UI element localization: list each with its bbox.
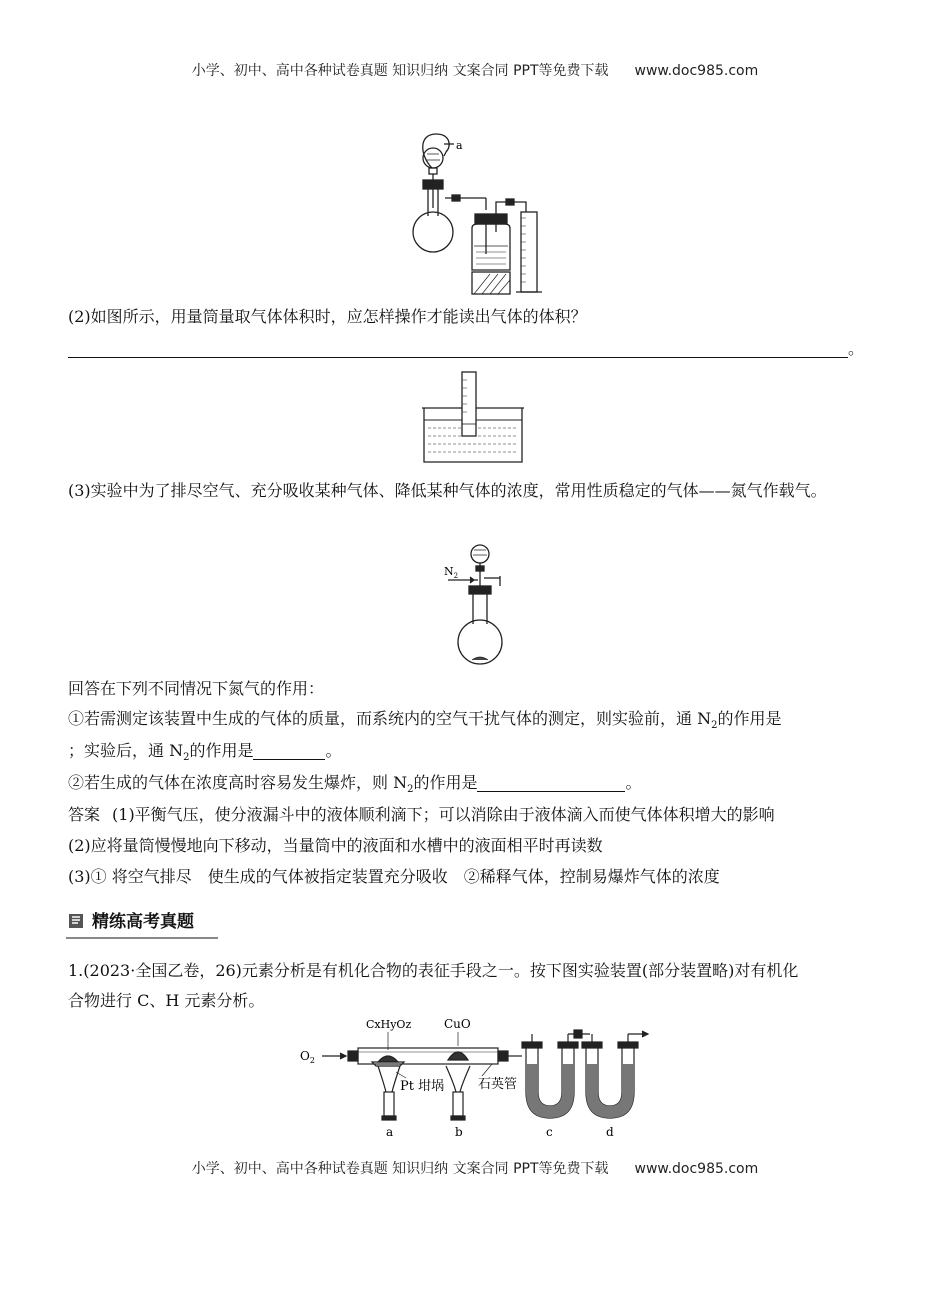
problem-1-line-1 [68, 956, 883, 986]
header-text: 小学、初中、高中各种试卷真题 知识归纳 文案合同 PPT等免费下载 [191, 63, 609, 79]
answer-line-3 [68, 862, 883, 892]
item-1-sub: 2 [711, 720, 718, 732]
footer-text: 小学、初中、高中各种试卷真题 知识归纳 文案合同 PPT等免费下载 [191, 1161, 609, 1177]
apparatus-figure-1 [400, 128, 560, 296]
answer-1: (1)平衡气压，使分液漏斗中的液体顺利滴下；可以消除由于液体滴入而使气体体积增大的影响 [112, 805, 775, 824]
label-b: b [455, 1125, 463, 1139]
item-1-blank[interactable] [253, 741, 325, 760]
answer-blank[interactable] [68, 339, 848, 358]
header-url[interactable]: www.doc985.com [634, 63, 759, 79]
answer-2: (2)应将量筒慢慢地向下移动，当量筒中的液面和水槽中的液面相平时再读数 [68, 836, 603, 855]
label-a: a [456, 139, 463, 152]
question-2-text: (2)如图所示，用量筒量取气体体积时，应怎样操作才能读出气体的体积？ [68, 307, 587, 326]
section-heading [66, 905, 218, 939]
apparatus-figure-3 [440, 542, 530, 668]
section-title: 精练高考真题 [92, 912, 194, 932]
item-2-mid: 的作用是 [413, 773, 478, 792]
apparatus-figure-4 [296, 1014, 656, 1140]
problem-1-text-1: 1.(2023·全国乙卷，26)元素分析是有机化合物的表征手段之一。按下图实验装置(部分装置略)对有机化 [68, 961, 799, 980]
page-header [0, 60, 950, 80]
problem-1-line-2 [68, 986, 883, 1016]
item-1-mid: 的作用是 [717, 709, 782, 728]
answer-line-1 [68, 800, 883, 830]
answer-intro [68, 674, 883, 704]
question-3 [68, 476, 883, 506]
answer-3: (3)① 将空气排尽 使生成的气体被指定装置充分吸收 ②稀释气体，控制易爆炸气体的浓度 [68, 867, 720, 886]
item-1-end: 。 [325, 741, 342, 760]
question-3-text: (3)实验中为了排尽空气、充分吸收某种气体、降低某种气体的浓度，常用性质稳定的气体——氮气作载气。 [68, 481, 827, 500]
item-1-line2-pre: ；实验后，通 N [68, 741, 184, 760]
item-1-line2-sub: 2 [183, 752, 190, 764]
answer-line-2 [68, 831, 883, 861]
label-sample: CxHyOz [366, 1018, 412, 1031]
label-a: a [386, 1125, 394, 1139]
footer-url[interactable]: www.doc985.com [634, 1161, 759, 1177]
answer-intro-text: 回答在下列不同情况下氮气的作用： [68, 679, 325, 698]
answer-label: 答案 [68, 805, 101, 824]
item-2-pre: ②若生成的气体在浓度高时容易发生爆炸，则 N [68, 773, 408, 792]
apparatus-figure-2 [420, 368, 526, 466]
label-cuo: CuO [444, 1017, 471, 1031]
label-pt-crucible: Pt 坩埚 [400, 1079, 445, 1094]
item-2-blank[interactable] [477, 773, 625, 792]
item-2-sub: 2 [407, 784, 414, 796]
question-2-answer-line [68, 334, 883, 364]
page-footer [0, 1158, 950, 1178]
item-1-line2-mid: 的作用是 [189, 741, 254, 760]
item-2-end: 。 [625, 773, 642, 792]
period: 。 [848, 339, 865, 358]
problem-1-text-2: 合物进行 C、H 元素分析。 [68, 991, 265, 1010]
book-icon [68, 913, 84, 929]
question-2 [68, 302, 883, 332]
label-n2: $N_2$ [444, 565, 459, 580]
label-d: d [606, 1125, 614, 1139]
label-quartz-tube: 石英管 [478, 1077, 518, 1092]
label-o2: $O_2$ [300, 1049, 315, 1065]
label-c: c [546, 1125, 553, 1139]
item-1-pre: ①若需测定该装置中生成的气体的质量，而系统内的空气干扰气体的测定，则实验前，通 N [68, 709, 712, 728]
